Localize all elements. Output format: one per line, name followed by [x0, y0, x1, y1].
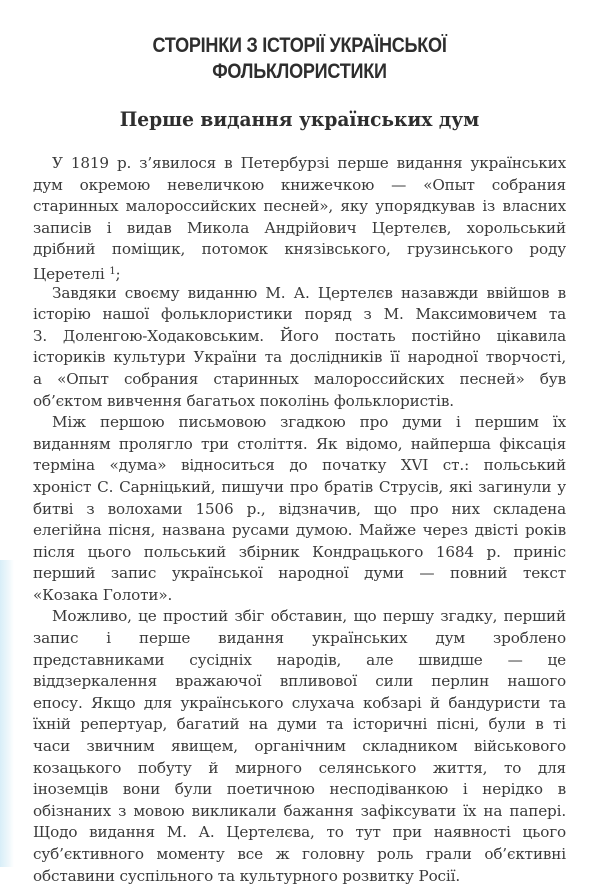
- text-line: дум окремою невеличкою книжечкою — «Опыт собрания: [33, 175, 566, 194]
- page-title-line-2: ФОЛЬКЛОРИСТИКИ: [212, 60, 387, 83]
- scan-edge-artifact: [0, 560, 14, 867]
- text-line: терміна «дума» відноситься до початку XVI ст.: польський: [33, 456, 566, 475]
- text-line: суб’єктивного моменту все ж головну роль грали об’єктивні: [33, 845, 566, 863]
- paragraph-3: [33, 412, 566, 606]
- text-line: битві з волохами 1506 р., відзначив, що про них складена: [33, 499, 566, 518]
- text-line: «Козака Голоти».: [33, 585, 173, 604]
- text-line: Між першою письмовою згадкою про думи і першим їх: [52, 413, 566, 432]
- text-line: хроніст С. Сарніцький, пишучи про братів Струсів, які загинули у: [33, 477, 566, 496]
- text-line: У 1819 р. з’явилося в Петербурзі перше видання українських: [52, 154, 566, 172]
- body-text: [33, 153, 566, 887]
- text-line: Завдяки своєму виданню М. А. Цертелєв назавжди ввійшов в: [52, 283, 566, 302]
- text-line: елегійна пісня, названа русами думою. Майже через двісті років: [33, 521, 566, 540]
- section-heading: Перше видання українських дум: [119, 107, 480, 131]
- text-line: обставини суспільного та культурного розвитку Росії.: [33, 866, 461, 885]
- paragraph-1: [33, 153, 566, 283]
- text-line: перший запис української народної думи — повний текст: [33, 564, 566, 583]
- text-line: обізнаних з мовою викликали бажання зафіксувати їх на папері.: [33, 801, 566, 820]
- text-line: істориків культури України та дослідників її народної творчості,: [33, 348, 566, 367]
- text-line: об’єктом вивчення багатьох поколінь фольклористів.: [33, 391, 454, 410]
- text-line: віддзеркалення вражаючої впливової сили перлин нашого: [33, 672, 566, 691]
- text-line: часи звичним явищем, органічним складником військового: [33, 737, 566, 756]
- text-line: а «Опыт собрания старинных малороссийских песней» був: [33, 369, 566, 388]
- text-line: після цього польський збірник Кондрацького 1684 р. приніс: [33, 542, 566, 561]
- footnote-marker[interactable]: 1: [109, 265, 116, 277]
- text-line: запис і перше видання українських дум зроблено: [33, 629, 566, 648]
- text-line: представниками сусідніх народів, але швидше — це: [33, 650, 566, 669]
- text-line: дрібний поміщик, потомок князівського, грузинського роду: [33, 240, 566, 259]
- text-line: історію нашої фольклористики поряд з М. Максимовичем та: [33, 305, 566, 324]
- text-line: епосу. Якщо для українського слухача кобзарі й бандуристи та: [33, 693, 566, 712]
- text-line: Можливо, це простий збіг обставин, що першу згадку, перший: [52, 607, 566, 626]
- text-line: старинных малороссийских песней», яку упорядкував із власних: [33, 197, 566, 216]
- text-line: їхній репертуар, багатий на думи та історичні пісні, були в ті: [33, 715, 566, 734]
- text-line: З. Доленгою-Ходаковським. Його постать постійно цікавила: [33, 326, 566, 345]
- text-line: записів і видав Микола Андрійович Цертелєв, хорольський: [33, 218, 566, 237]
- page-title-line-1: СТОРІНКИ З ІСТОРІЇ УКРАЇНСЬКОЇ: [152, 34, 447, 57]
- paragraph-2: [33, 283, 566, 413]
- text-line: козацького побуту й мирного селянського життя, то для: [33, 758, 566, 777]
- text-line: іноземців вони були поетичною несподіванкою і нерідко в: [33, 780, 566, 799]
- paragraph-4: [33, 606, 566, 887]
- text-line: Церетелі $^1$;: [33, 264, 121, 283]
- text-line: виданням пролягло три століття. Як відомо, найперша фіксація: [33, 434, 566, 453]
- text-line: Щодо видання М. А. Цертелєва, то тут при наявності цього: [33, 823, 566, 842]
